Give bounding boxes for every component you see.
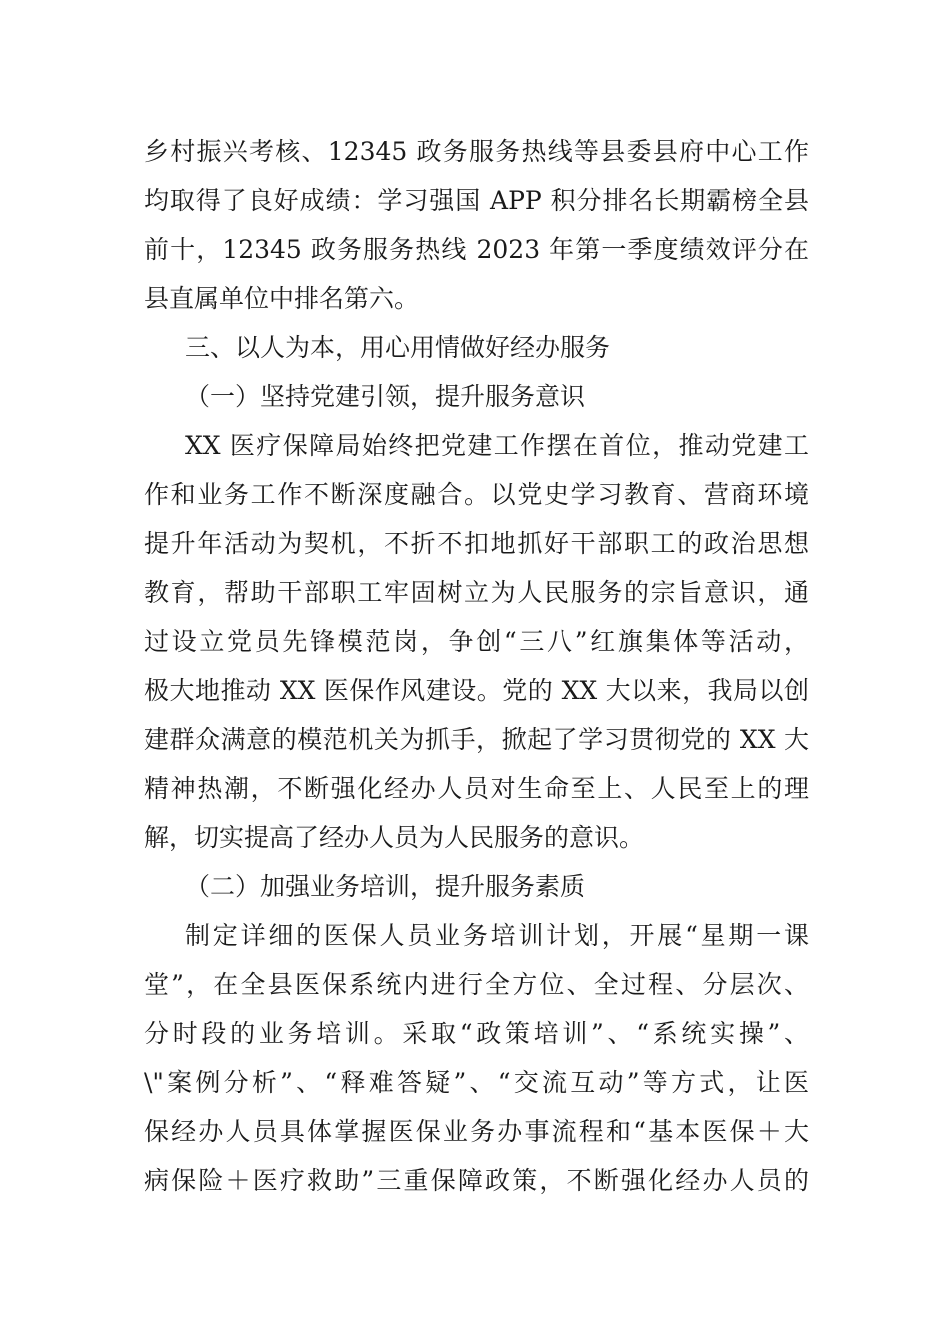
body-line-11: 建群众满意的模范机关为抓手，掀起了学习贯彻党的 XX 大 [144,725,809,754]
body-line-15: 堂”，在全县医保系统内进行全方位、全过程、分层次、 [144,970,809,999]
body-line-17: \"案例分析”、“释难答疑”、“交流互动”等方式，让医 [144,1068,809,1097]
body-line-9: 过设立党员先锋模范岗，争创“三八”红旗集体等活动， [144,627,809,656]
section-heading-3: 三、以人为本，用心用情做好经办服务 [185,333,611,362]
body-line-6: 作和业务工作不断深度融合。以党史学习教育、营商环境 [144,480,809,509]
subsection-heading-2: （二）加强业务培训，提升服务素质 [185,872,586,901]
body-line-1: 乡村振兴考核、12345 政务服务热线等县委县府中心工作 [144,137,809,166]
subsection-heading-1: （一）坚持党建引领，提升服务意识 [185,382,586,411]
body-line-14: 制定详细的医保人员业务培训计划，开展“星期一课 [185,921,809,950]
body-line-7: 提升年活动为契机，不折不扣地抓好干部职工的政治思想 [144,529,809,558]
body-line-2: 均取得了良好成绩：学习强国 APP 积分排名长期霸榜全县 [144,186,809,215]
body-line-5: XX 医疗保障局始终把党建工作摆在首位，推动党建工 [185,431,809,460]
body-line-8: 教育，帮助干部职工牢固树立为人民服务的宗旨意识，通 [144,578,809,607]
body-line-4: 县直属单位中排名第六。 [144,284,420,313]
body-line-19: 病保险＋医疗救助”三重保障政策，不断强化经办人员的 [144,1166,809,1195]
body-line-16: 分时段的业务培训。采取“政策培训”、“系统实操”、 [144,1019,809,1048]
body-line-10: 极大地推动 XX 医保作风建设。党的 XX 大以来，我局以创 [144,676,809,705]
body-line-12: 精神热潮，不断强化经办人员对生命至上、人民至上的理 [144,774,809,803]
body-line-3: 前十，12345 政务服务热线 2023 年第一季度绩效评分在 [144,235,809,264]
body-line-18: 保经办人员具体掌握医保业务办事流程和“基本医保＋大 [144,1117,809,1146]
body-line-13: 解，切实提高了经办人员为人民服务的意识。 [144,823,645,852]
document-body [144,127,809,1205]
